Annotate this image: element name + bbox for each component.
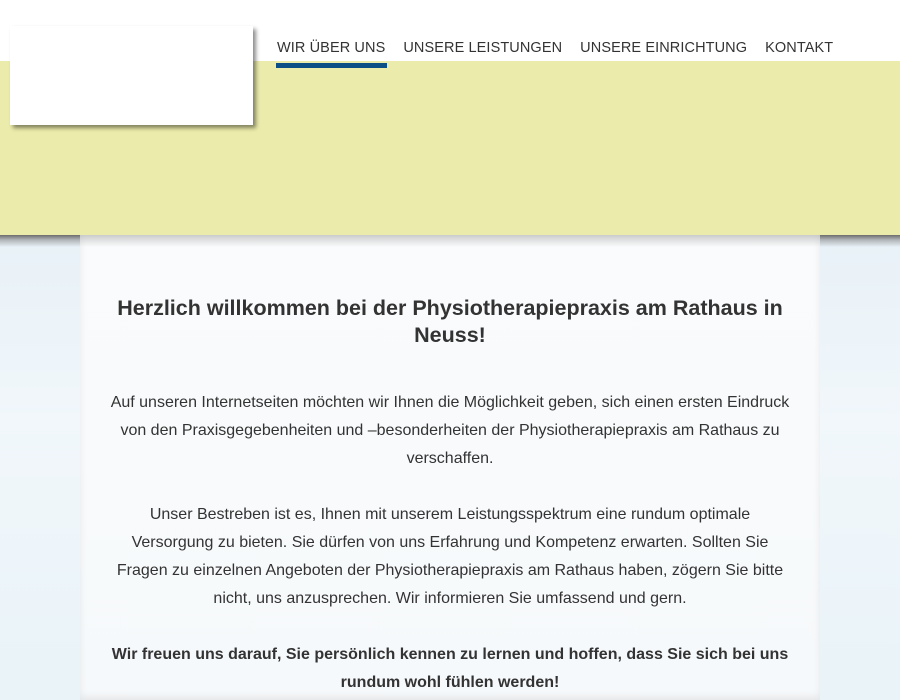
main-navigation [277,40,851,64]
closing-paragraph: Wir freuen uns darauf, Sie persönlich kennen zu lernen und hoffen, dass Sie sich bei uns rundum wohl fühlen werden! [111,646,789,691]
logo-area[interactable] [10,26,253,125]
content-top-shadow [80,235,820,247]
nav-item-kontakt[interactable]: KONTAKT [765,40,834,56]
service-paragraph: Unser Bestreben ist es, Ihnen mit unserem Leistungsspektrum eine rundum optimale Versorgung zu bieten. Sie dürfen von uns Erfahrung und Kompetenz erwarten. Sollten Sie Fragen zu einzelnen Angeboten der Physiotherapiepraxis am Rathaus haben, zögern Sie bitte nicht, uns anzusprechen. Wir informieren Sie umfassend und gern. [116,506,784,607]
nav-item-wir-ueber-uns[interactable]: WIR ÜBER UNS [277,40,385,64]
main-content [80,235,820,700]
side-shadow-right [820,235,900,247]
side-panel-right [820,235,900,700]
intro-paragraph: Auf unseren Internetseiten möchten wir Ihnen die Möglichkeit geben, sich einen ersten Eindruck von den Praxisgegebenheiten und –besonderheiten der Physiotherapiepraxis am Rathaus zu verschaffen. [110,394,790,467]
nav-item-unsere-leistungen[interactable]: UNSERE LEISTUNGEN [403,40,563,56]
side-panel-left [0,235,80,700]
page-title: Herzlich willkommen bei der Physiotherapiepraxis am Rathaus in Neuss! [117,296,783,347]
side-shadow-left [0,235,80,247]
nav-item-unsere-einrichtung[interactable]: UNSERE EINRICHTUNG [580,40,748,56]
